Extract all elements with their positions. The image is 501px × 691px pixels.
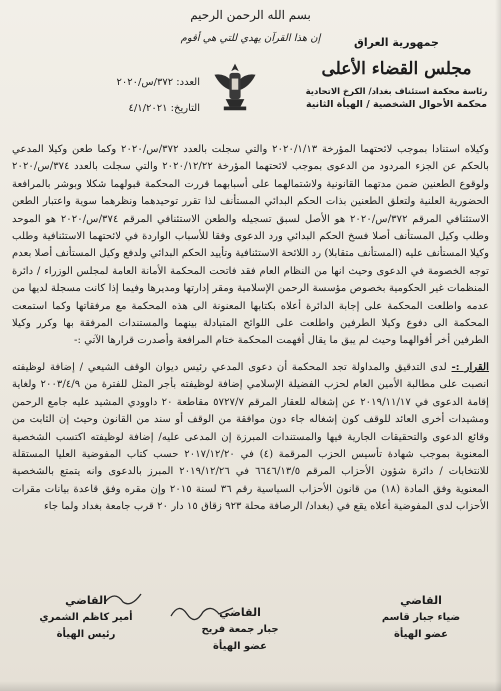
signature-title: القاضي bbox=[400, 594, 442, 607]
decision-heading: القرار :- bbox=[451, 360, 489, 373]
court-name: رئاسة محكمة استئناف بغداد/ الكرخ الاتحادية bbox=[305, 87, 488, 97]
signature-block bbox=[0, 592, 501, 682]
letterhead bbox=[304, 36, 489, 110]
republic-name: جمهورية العراق bbox=[354, 36, 439, 49]
signature-member-3 bbox=[31, 592, 141, 643]
signature-role: رئيس الهيأة bbox=[56, 629, 116, 640]
eagle-emblem-icon bbox=[207, 58, 263, 114]
signature-name: أمير كاظم الشمري bbox=[39, 612, 133, 623]
signature-name: ضياء جبار قاسم bbox=[381, 612, 461, 623]
council-name: مجلس القضاء الأعلى bbox=[321, 59, 472, 79]
case-number: العدد: ٣٧٢/س/٢٠٢٠ bbox=[116, 77, 200, 88]
signature-name: جبار جمعة فريح bbox=[201, 624, 279, 635]
decision-text: لدى التدقيق والمداولة تجد المحكمة أن دعوى المدعي رئيس ديوان الوقف الشيعي / إضافة لوظيفته انصبت على مطالبة الأمين العام لحزب الفضيلة الإسلامي إضافة لوظيفته بأجر المثل للفترة من ٢٠٠٣/٤/٩ ولغاية إقامة الدعوى في ٢٠١٩/١١/١٧ عن إشغاله للعقار المرقم ٥٧٢٧/٧ مقاطعة ٢٠ داوودي المشيد عليه جامع الرحمن ومشيدات أخرى العائد للوقف كون إشغاله جاء دون موافقة من الوقف أو سند من القانون وحيث إن الثابت من وقائع الدعوى والتحقيقات الجارية فيها والمستندات المبرزة إن المدعى عليه/ إضافة لوظيفته اكتسب الشخصية المعنوية بموجب شهادة تأسيس الحزب المرقمة (٤) في ٢٠١٧/١٢/٢٠ حسب كتاب المفوضية العليا المستقلة للانتخابات / دائرة شؤون الأحزاب المرقم ٦٦٤٦/١٣/٥ في ٢٠١٩/١٢/٢٦ المبرز بالدعوى وانه يتمتع بالشخصية المعنوية وفق المادة (١٨) من قانون الأحزاب السياسية رقم ٣٦ لسنة ٢٠١٥ وإن مقره وفق قاعدة بيانات مقرات الأحزاب لدى المفوضية أعلاه يقع في (بغداد/ الرصافة محلة ٩٢٣ زقاق ١٥ دار ٢٠ قرب جامعة بغداد ولما جاء bbox=[12, 361, 490, 513]
handwritten-signature-icon bbox=[101, 588, 145, 610]
paragraph-proceedings: وكيلاه استنادا بموجب لائحتهما المؤرخة ٢٠٢٠/١/١٣ والتي سجلت بالعدد ٣٧٢/س/٢٠٢٠ وكما طعن وكيلا المدعي بالحكم عن الجزء المردود من الدعوى بموجب لائحتهما المؤرخة ٢٠٢٠/١٢/٢٢ والتي سجلت بالعدد ٣٧٤/س/٢٠٢٠ ولوقوع الطعنين ضمن مدتهما القانونية ولاشتمالهما على أسبابهما قررت المحكمة قبولهما شكلا وبوشر بالمرافعة الحضورية العلنية ولتعلق الطعنين بذات الحكم البدائي المستأنف لذا تقرر توحيدهما ونظرهما سوية واعتبار الطعن الاستئنافي المرقم ٣٧٢/س/٢٠٢٠ هو الأصل لسبق تسجيله والطعن الاستئنافي المرقم ٣٧٤/س/٢٠٢٠ هو الموحد وطلب وكيل المستأنف أصلا فسخ الحكم البدائي ورد الدعوى وفقا للأسباب الواردة في لائحتهما الاستئنافية وطلب وكيلا المستأنف عليه (المستأنف متقابلا) رد اللائحة الاستئنافية وتأييد الحكم البدائي ولدفع وكيل المستأنف أصلا بعدم توجه الخصومة في الدعوى وحيث انها من النظام العام فقد فاتحت المحكمة الأمانة العامة لمجلس الوزراء / دائرة المنظمات غير الحكومية بخصوص مؤسسة الرحمن الإسلامية ومقر إدارتها ومديرها وفيما إذا كانت مسجلة لديها من عدمه واطلعت المحكمة على إجابة الدائرة أعلاه بكتابها المعنونة الى هذه المحكمة مع مرفقاتها وكما استمعت المحكمة الى دفوع وكيلا الطرفين واطلعت على اللوائح المتبادلة بينهما والمستندات المرفقة بها وكرر وكيلا الطرفين أخر أقوالهما وحيث لم يبق ما يقال أفهمت المحكمة ختام المرافعة وأصدرت قرارها الآتي :- bbox=[12, 144, 490, 347]
document-body bbox=[12, 141, 489, 516]
quran-verse: إن هذا القرآن يهدي للتي هي أقوم bbox=[180, 33, 321, 44]
signature-role: عضو الهيأة bbox=[213, 641, 267, 652]
signature-member-1 bbox=[371, 592, 471, 643]
bismillah: بسم الله الرحمن الرحيم bbox=[190, 8, 311, 22]
paragraph-decision bbox=[12, 359, 489, 516]
case-meta bbox=[50, 70, 200, 122]
case-date: التاريخ: ٤/١/٢٠٢١ bbox=[128, 103, 200, 114]
signature-role: عضو الهيأة bbox=[394, 629, 448, 640]
page-shadow-bottom bbox=[0, 681, 501, 691]
page-shadow bbox=[495, 0, 501, 691]
signature-title: القاضي bbox=[65, 594, 107, 607]
handwritten-signature-icon bbox=[167, 598, 237, 624]
panel-name: محكمة الأحوال الشخصية / الهيأة الثانية bbox=[306, 99, 487, 110]
signature-member-2 bbox=[185, 604, 295, 655]
signature-title: القاضي bbox=[219, 606, 261, 619]
